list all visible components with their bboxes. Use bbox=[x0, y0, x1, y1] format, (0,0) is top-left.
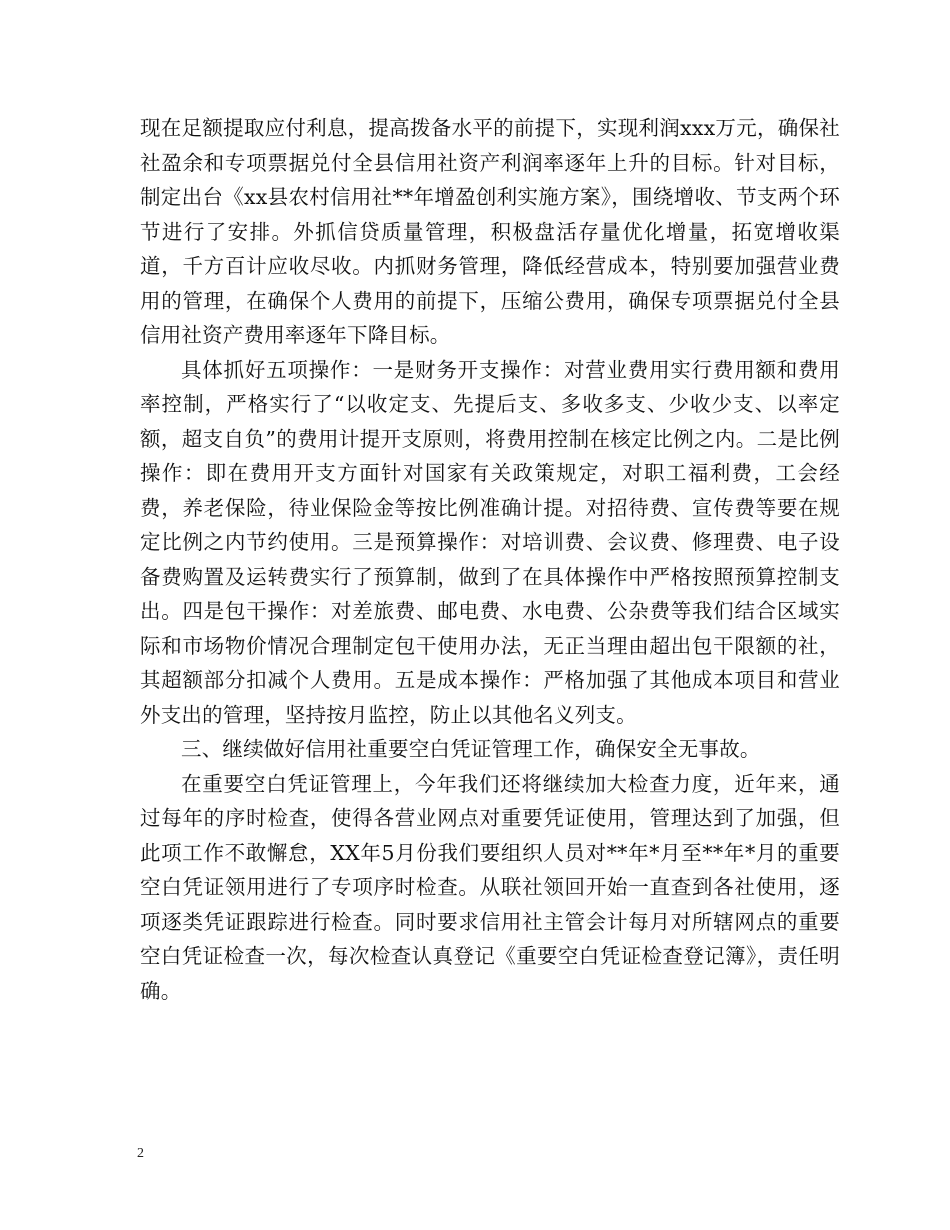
paragraph-five-operations: 具体抓好五项操作：一是财务开支操作：对营业费用实行费用额和费用率控制，严格实行了“以收定支、先提后支、多收多支、少收少支、以率定额，超支自负”的费用计提开支原则，将费用控制在核定比例之内。二是比例操作：即在费用开支方面针对国家有关政策规定，对职工福利费，工会经费，养老保险，待业保险金等按比例准确计提。对招待费、宣传费等要在规定比例之内节约使用。三是预算操作：对培训费、会议费、修理费、电子设备费购置及运转费实行了预算制，做到了在具体操作中严格按照预算控制支出。四是包干操作：对差旅费、邮电费、水电费、公杂费等我们结合区域实际和市场物价情况合理制定包干使用办法，无正当理由超出包干限额的社，其超额部分扣减个人费用。五是成本操作：严格加强了其他成本项目和营业外支出的管理，坚持按月监控，防止以其他名义列支。 bbox=[140, 357, 840, 727]
page-number: 2 bbox=[137, 1146, 144, 1161]
section-heading-blank-voucher: 三、继续做好信用社重要空白凭证管理工作，确保安全无事故。 bbox=[181, 737, 761, 761]
document-body bbox=[140, 111, 840, 1008]
paragraph-profit-target: 现在足额提取应付利息，提高拨备水平的前提下，实现利润xxx万元，确保社社盈余和专项票据兑付全县信用社资产利润率逐年上升的目标。针对目标，制定出台《xx县农村信用社**年增盈创利实施方案》，围绕增收、节支两个环节进行了安排。外抓信贷质量管理，积极盘活存量优化增量，拓宽增收渠道，千方百计应收尽收。内抓财务管理，降低经营成本，特别要加强营业费用的管理，在确保个人费用的前提下，压缩公费用，确保专项票据兑付全县信用社资产费用率逐年下降目标。 bbox=[140, 116, 840, 347]
paragraph-voucher-inspection: 在重要空白凭证管理上，今年我们还将继续加大检查力度，近年来，通过每年的序时检查，使得各营业网点对重要凭证使用，管理达到了加强，但此项工作不敢懈怠，XX年5月份我们要组织人员对**年*月至**年*月的重要空白凭证领用进行了专项序时检查。从联社领回开始一直查到各社使用，逐项逐类凭证跟踪进行检查。同时要求信用社主管会计每月对所辖网点的重要空白凭证检查一次，每次检查认真登记《重要空白凭证检查登记簿》，责任明确。 bbox=[140, 771, 840, 1003]
